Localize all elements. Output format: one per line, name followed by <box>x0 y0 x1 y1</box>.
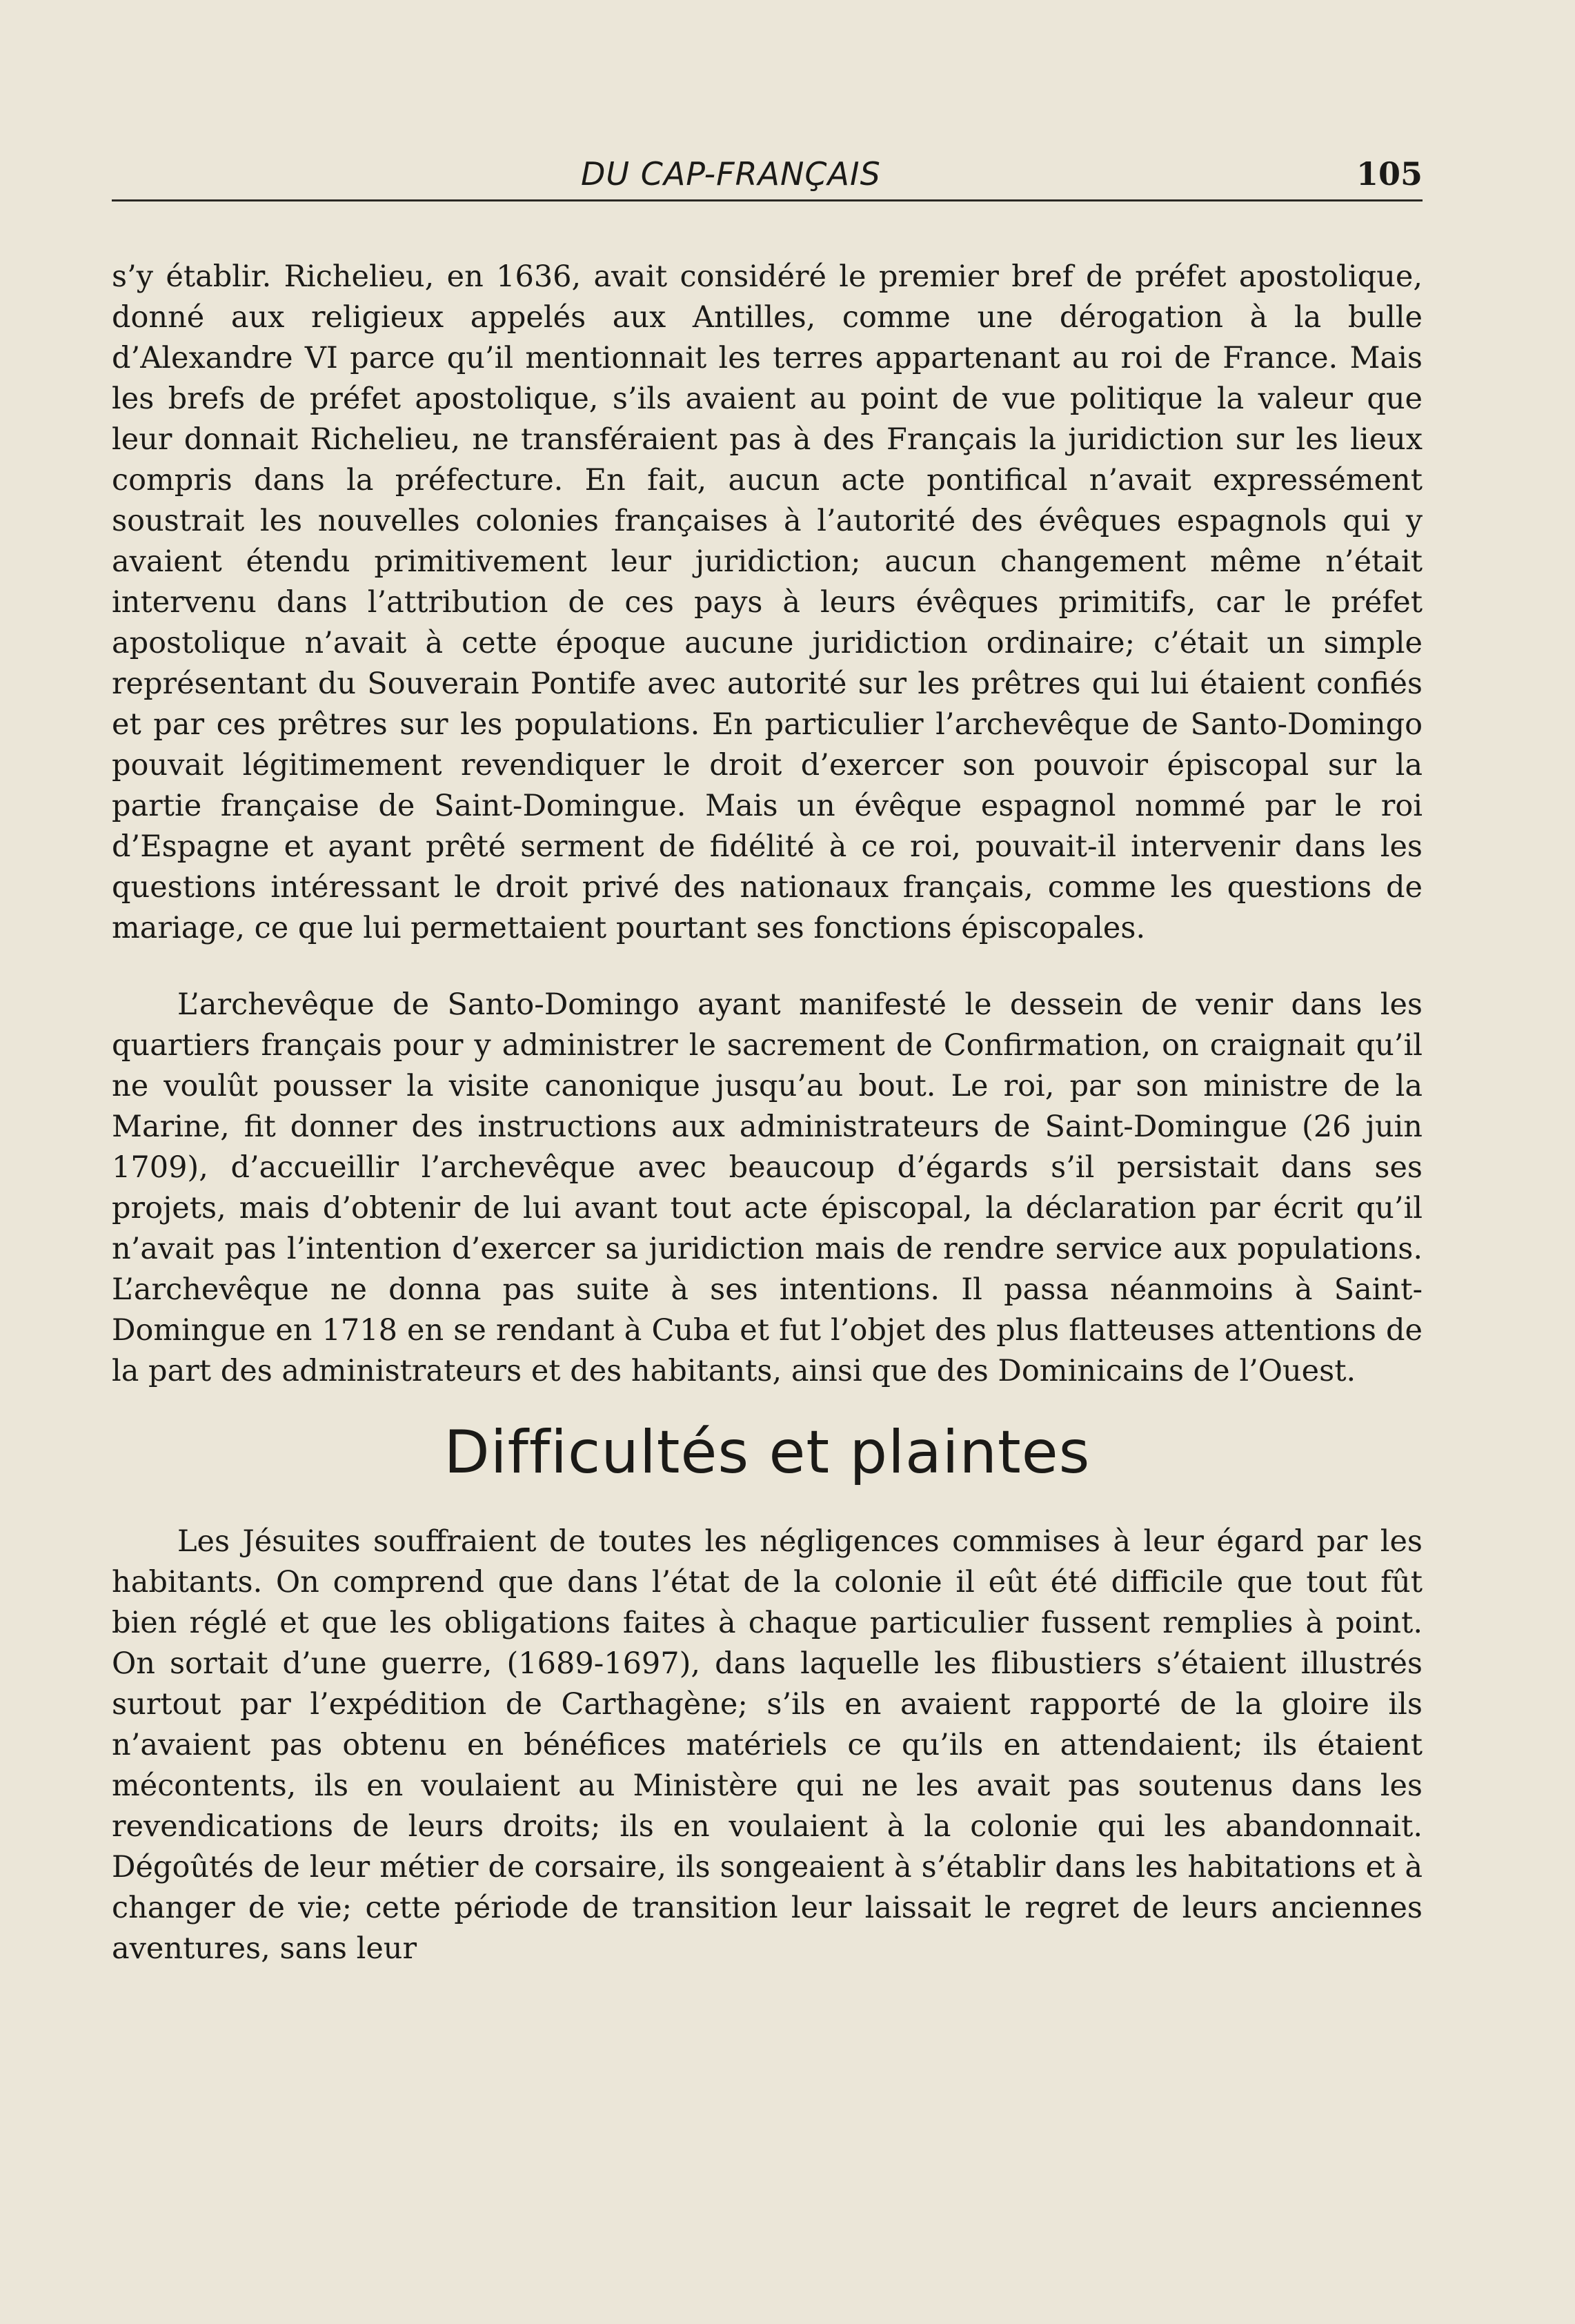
body-text <box>112 257 1423 1969</box>
header-rule <box>112 199 1423 201</box>
page-number: 105 <box>1356 155 1423 193</box>
paragraph-continued: s’y établir. Richelieu, en 1636, avait considéré le premier bref de préfet apostolique, donné aux religieux appelés aux Antilles, comme une dérogation à la bulle d’Alexandre VI parce qu’il mentionnait les terres appartenant au roi de France. Mais les brefs de préfet apostolique, s’ils avaient au point de vue politique la valeur que leur donnait Richelieu, ne transféraient pas à des Français la juridiction sur les lieux compris dans la préfecture. En fait, aucun acte pontifical n’avait expressément soustrait les nouvelles colonies françaises à l’autorité des évêques espagnols qui y avaient étendu primitivement leur juridiction; aucun changement même n’était intervenu dans l’attribution de ces pays à leurs évêques primitifs, car le préfet apostolique n’avait à cette époque aucune juridiction ordinaire; c’était un simple représentant du Souverain Pontife avec autorité sur les prêtres qui lui étaient confiés et par ces prêtres sur les populations. En particulier l’archevêque de Santo-Domingo pouvait légitimement revendiquer le droit d’exercer son pouvoir épiscopal sur la partie française de Saint-Domingue. Mais un évêque espagnol nommé par le roi d’Espagne et ayant prêté serment de fidélité à ce roi, pouvait-il intervenir dans les questions intéressant le droit privé des nationaux français, comme les questions de mariage, ce que lui permettaient pourtant ses fonctions épiscopales. <box>112 259 1423 945</box>
paragraph-archeveque: L’archevêque de Santo-Domingo ayant manifesté le dessein de venir dans les quartiers français pour y administrer le sacrement de Confirmation, on craignait qu’il ne voulût pousser la visite canonique jusqu’au bout. Le roi, par son ministre de la Marine, fit donner des instructions aux administrateurs de Saint-Domingue (26 juin 1709), d’accueillir l’archevêque avec beaucoup d’égards s’il persistait dans ses projets, mais d’obtenir de lui avant tout acte épiscopal, la déclaration par écrit qu’il n’avait pas l’intention d’exercer sa juridiction mais de rendre service aux populations. L’archevêque ne donna pas suite à ses intentions. Il passa néanmoins à Saint-Domingue en 1718 en se rendant à Cuba et fut l’objet des plus flatteuses attentions de la part des administrateurs et des habitants, ainsi que des Dominicains de l’Ouest. <box>112 987 1423 1388</box>
page-header <box>112 141 1423 204</box>
section-heading: Difficultés et plaintes <box>444 1418 1091 1487</box>
paragraph-jesuites: Les Jésuites souffraient de toutes les négligences commises à leur égard par les habitants. On comprend que dans l’état de la colonie il eût été difficile que tout fût bien réglé et que les obligations faites à chaque particulier fussent remplies à point. On sortait d’une guerre, (1689-1697), dans laquelle les flibustiers s’étaient illustrés surtout par l’expédition de Carthagène; s’ils en avaient rapporté de la gloire ils n’avaient pas obtenu en bénéfices matériels ce qu’ils en attendaient; ils étaient mécontents, ils en voulaient au Ministère qui ne les avait pas soutenus dans les revendications de leurs droits; ils en voulaient à la colonie qui les abandonnait. Dégoûtés de leur métier de corsaire, ils songeaient à s’établir dans les habitations et à changer de vie; cette période de transition leur laissait le regret de leurs anciennes aventures, sans leur <box>112 1524 1423 1966</box>
running-title: DU CAP-FRANÇAIS <box>581 155 881 193</box>
